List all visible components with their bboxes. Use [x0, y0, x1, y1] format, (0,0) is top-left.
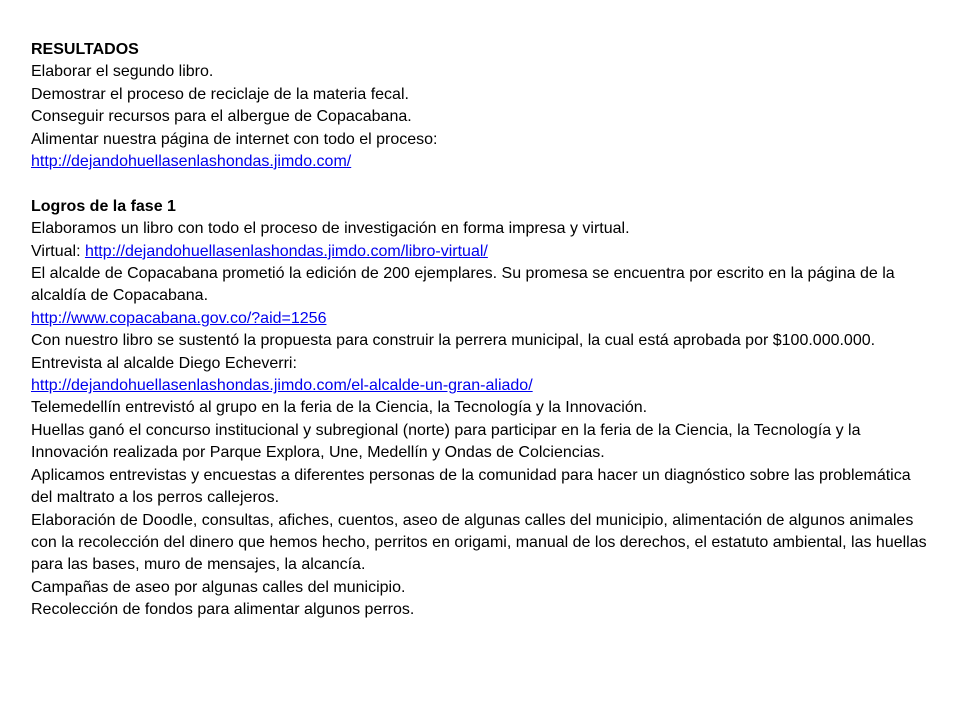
achievement-kennel: Con nuestro libro se sustentó la propuesta para construir la perrera municipal, la cual está aprobada por $100.000.000. — [31, 332, 876, 350]
results-item-recycling: Demostrar el proceso de reciclaje de la materia fecal. — [31, 85, 409, 103]
achievement-cleanup: Campañas de aseo por algunas calles del municipio. — [31, 578, 406, 596]
achievements-heading: Logros de la fase 1 — [31, 197, 176, 215]
virtual-book-link[interactable]: http://dejandohuellasenlashondas.jimdo.com/libro-virtual/ — [84, 242, 488, 260]
achievement-doodle: Elaboración de Doodle, consultas, afiches, cuentos, aseo de algunas calles del municipio, alimentación de algunos animales con la recolección del dinero que hemos hecho, perritos en origami, manual de los derechos, el estatuto ambiental, las huellas para las bases, muro de mensajes, la alcancía. — [31, 511, 927, 574]
achievement-surveys: Aplicamos entrevistas y encuestas a diferentes personas de la comunidad para hacer un diagnóstico sobre las problemática del maltrato a los perros callejeros. — [31, 466, 911, 507]
website-link[interactable]: http://dejandohuellasenlashondas.jimdo.com/ — [31, 153, 352, 171]
achievement-interview: Entrevista al alcalde Diego Echeverri: — [31, 354, 297, 372]
results-item-second-book: Elaborar el segundo libro. — [31, 63, 214, 81]
achievement-virtual — [31, 241, 936, 263]
results-item-website: Alimentar nuestra página de internet con todo el proceso: — [31, 130, 438, 148]
results-item-shelter-resources: Conseguir recursos para el albergue de Copacabana. — [31, 108, 412, 126]
results-heading: RESULTADOS — [31, 41, 139, 58]
achievement-book: Elaboramos un libro con todo el proceso de investigación en forma impresa y virtual. — [31, 220, 630, 238]
interview-link[interactable]: http://dejandohuellasenlashondas.jimdo.com/el-alcalde-un-gran-aliado/ — [31, 377, 533, 395]
achievement-contest: Huellas ganó el concurso institucional y subregional (norte) para participar en la feria de la Ciencia, la Tecnología y la Innovación realizada por Parque Explora, Une, Medellín y Ondas de Colciencias. — [31, 421, 861, 462]
achievement-fundraising: Recolección de fondos para alimentar algunos perros. — [31, 601, 415, 619]
document-body — [31, 39, 936, 622]
achievement-telemedellin: Telemedellín entrevistó al grupo en la feria de la Ciencia, la Tecnología y la Innovación. — [31, 399, 648, 417]
spacer — [31, 173, 936, 195]
virtual-label: Virtual: — [31, 242, 85, 260]
achievement-mayor-promise: El alcalde de Copacabana prometió la edición de 200 ejemplares. Su promesa se encuentra por escrito en la página de la alcaldía de Copacabana. — [31, 265, 895, 305]
mayor-page-link[interactable]: http://www.copacabana.gov.co/?aid=1256 — [31, 309, 327, 327]
